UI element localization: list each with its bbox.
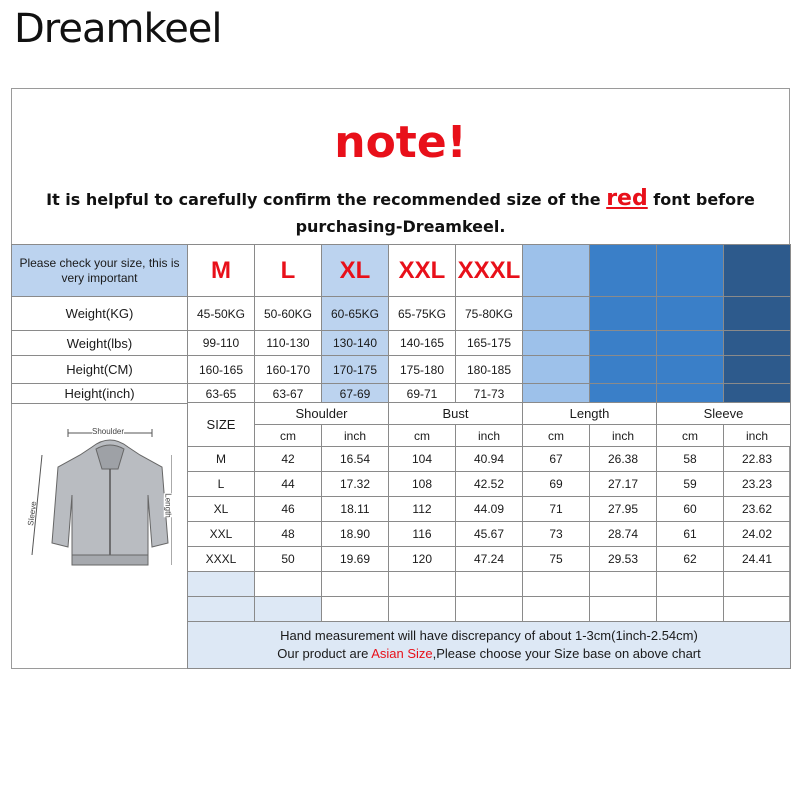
footer-asian-size: Asian Size [371, 646, 433, 661]
cell: 116 [389, 522, 456, 547]
color-cell [523, 356, 590, 384]
unit: inch [590, 425, 657, 447]
cell: 71-73 [456, 384, 523, 404]
color-cell [724, 331, 791, 356]
size-row [188, 522, 791, 547]
cell: 27.95 [590, 497, 657, 522]
color-cell [657, 245, 724, 297]
cell: 71 [523, 497, 590, 522]
color-cell [724, 245, 791, 297]
recommend-row [12, 331, 791, 356]
group-sleeve: Sleeve [657, 403, 791, 425]
cell: 45-50KG [188, 297, 255, 331]
cell: 160-170 [255, 356, 322, 384]
color-cell [590, 245, 657, 297]
footer-note [188, 622, 791, 669]
size-cell: M [188, 447, 255, 472]
unit: cm [255, 425, 322, 447]
cell: 17.32 [322, 472, 389, 497]
recommend-header-label: Please check your size, this is very important [12, 245, 188, 297]
size-xxxl: XXXL [456, 245, 523, 297]
unit: cm [389, 425, 456, 447]
recommend-row [12, 356, 791, 384]
cell: 19.69 [322, 547, 389, 572]
row-label: Weight(lbs) [12, 331, 188, 356]
cell: 46 [255, 497, 322, 522]
cell: 29.53 [590, 547, 657, 572]
footer-line2-before: Our product are [277, 646, 372, 661]
cell: 130-140 [322, 331, 389, 356]
size-cell: XXXL [188, 547, 255, 572]
cell: 45.67 [456, 522, 523, 547]
cell: 112 [389, 497, 456, 522]
group-bust: Bust [389, 403, 523, 425]
color-cell [523, 331, 590, 356]
size-cell: L [188, 472, 255, 497]
recommend-table [11, 244, 791, 404]
cell: 48 [255, 522, 322, 547]
cell: 75-80KG [456, 297, 523, 331]
note-text-red: red [606, 186, 648, 211]
color-cell [523, 384, 590, 404]
cell: 61 [657, 522, 724, 547]
size-l: L [255, 245, 322, 297]
size-cell: XL [188, 497, 255, 522]
cell: 120 [389, 547, 456, 572]
unit: cm [657, 425, 724, 447]
cell: 16.54 [322, 447, 389, 472]
group-shoulder: Shoulder [255, 403, 389, 425]
recommend-header-row [12, 245, 791, 297]
row-label: Height(inch) [12, 384, 188, 404]
cell: 65-75KG [389, 297, 456, 331]
cell: 28.74 [590, 522, 657, 547]
length-label: Length [163, 493, 173, 518]
size-xl: XL [322, 245, 389, 297]
cell: 60-65KG [322, 297, 389, 331]
cell: 60 [657, 497, 724, 522]
jacket-illustration [22, 415, 172, 585]
unit: inch [456, 425, 523, 447]
cell: 63-67 [255, 384, 322, 404]
cell: 44.09 [456, 497, 523, 522]
color-cell [724, 356, 791, 384]
color-cell [657, 297, 724, 331]
jacket-diagram [22, 415, 172, 585]
size-table-unit-row [188, 425, 791, 447]
empty-row [188, 597, 791, 622]
cell: 67-69 [322, 384, 389, 404]
cell: 63-65 [188, 384, 255, 404]
sleeve-label: Sleeve [26, 500, 39, 527]
note-text-before: It is helpful to carefully confirm the recommended size of the [46, 190, 607, 209]
color-cell [590, 297, 657, 331]
color-cell [724, 384, 791, 404]
size-table [187, 402, 791, 669]
cell: 23.62 [724, 497, 791, 522]
cell: 23.23 [724, 472, 791, 497]
cell: 175-180 [389, 356, 456, 384]
cell: 99-110 [188, 331, 255, 356]
cell: 160-165 [188, 356, 255, 384]
cell: 104 [389, 447, 456, 472]
color-cell [657, 331, 724, 356]
group-length: Length [523, 403, 657, 425]
color-cell [523, 297, 590, 331]
size-table-group-row [188, 403, 791, 425]
cell: 75 [523, 547, 590, 572]
size-header: SIZE [188, 403, 255, 447]
unit: inch [724, 425, 791, 447]
color-cell [523, 245, 590, 297]
cell: 110-130 [255, 331, 322, 356]
cell: 180-185 [456, 356, 523, 384]
cell: 42 [255, 447, 322, 472]
row-label: Height(CM) [12, 356, 188, 384]
cell: 47.24 [456, 547, 523, 572]
footer-line1: Hand measurement will have discrepancy of about 1-3cm(1inch-2.54cm) [280, 628, 698, 643]
cell: 40.94 [456, 447, 523, 472]
cell: 50-60KG [255, 297, 322, 331]
note-text-after: font before [647, 190, 755, 209]
cell: 165-175 [456, 331, 523, 356]
cell: 69 [523, 472, 590, 497]
color-cell [724, 297, 791, 331]
shoulder-label: Shoulder [92, 427, 125, 436]
size-cell: XXL [188, 522, 255, 547]
size-row [188, 447, 791, 472]
cell: 73 [523, 522, 590, 547]
cell: 44 [255, 472, 322, 497]
note-text [32, 185, 769, 240]
cell: 69-71 [389, 384, 456, 404]
cell: 58 [657, 447, 724, 472]
cell: 108 [389, 472, 456, 497]
size-row [188, 547, 791, 572]
footer-line2-after: ,Please choose your Size base on above chart [432, 646, 701, 661]
cell: 42.52 [456, 472, 523, 497]
size-row [188, 472, 791, 497]
cell: 24.41 [724, 547, 791, 572]
cell: 170-175 [322, 356, 389, 384]
cell: 62 [657, 547, 724, 572]
brand-logo: Dreamkeel [14, 6, 222, 52]
note-text-line2: purchasing-Dreamkeel. [295, 217, 506, 236]
cell: 24.02 [724, 522, 791, 547]
color-cell [590, 384, 657, 404]
recommend-row [12, 297, 791, 331]
cell: 140-165 [389, 331, 456, 356]
unit: cm [523, 425, 590, 447]
cell: 18.90 [322, 522, 389, 547]
cell: 22.83 [724, 447, 791, 472]
size-xxl: XXL [389, 245, 456, 297]
note-title: note! [334, 117, 467, 168]
color-cell [657, 356, 724, 384]
cell: 50 [255, 547, 322, 572]
cell: 18.11 [322, 497, 389, 522]
size-row [188, 497, 791, 522]
cell: 67 [523, 447, 590, 472]
unit: inch [322, 425, 389, 447]
cell: 26.38 [590, 447, 657, 472]
color-cell [590, 331, 657, 356]
cell: 59 [657, 472, 724, 497]
empty-row [188, 572, 791, 597]
size-m: M [188, 245, 255, 297]
recommend-row [12, 384, 791, 404]
color-cell [657, 384, 724, 404]
cell: 27.17 [590, 472, 657, 497]
color-cell [590, 356, 657, 384]
footer-row [188, 622, 791, 669]
row-label: Weight(KG) [12, 297, 188, 331]
